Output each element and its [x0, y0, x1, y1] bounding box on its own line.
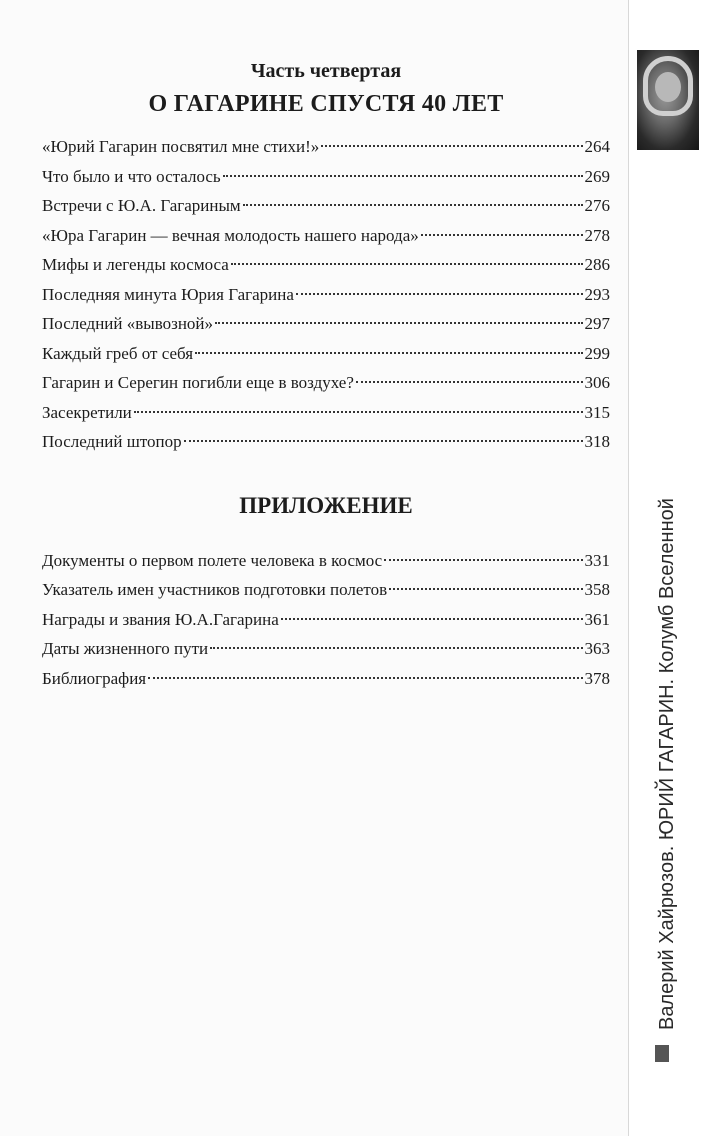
toc-entry-title: Последний «вывозной» [42, 314, 214, 333]
toc-entry [42, 546, 610, 576]
part-title: О ГАГАРИНЕ СПУСТЯ 40 ЛЕТ [148, 91, 504, 117]
toc-entry [42, 250, 610, 280]
toc-dot-leader [356, 381, 583, 383]
toc-dot-leader [389, 588, 582, 590]
toc-entry-title: Гагарин и Серегин погибли еще в воздухе? [42, 373, 354, 392]
toc-entry-page: 315 [584, 402, 610, 422]
toc-dot-leader [223, 175, 583, 177]
toc-entry [42, 309, 610, 339]
appendix-toc-list [42, 546, 610, 694]
toc-entry [42, 221, 610, 251]
toc-dot-leader [195, 352, 582, 354]
toc-entry-title: Мифы и легенды космоса [42, 255, 229, 274]
toc-dot-leader [321, 145, 582, 147]
toc-entry-page: 278 [584, 225, 610, 245]
toc-entry-page: 358 [584, 580, 610, 599]
toc-entry-page: 297 [584, 314, 610, 333]
book-spine [628, 0, 705, 1136]
toc-dot-leader [243, 204, 583, 206]
toc-dot-leader [281, 618, 583, 620]
toc-entry [42, 132, 610, 162]
toc-entry [42, 398, 610, 428]
part-toc-list [42, 132, 610, 457]
toc-entry-page: 264 [584, 137, 610, 156]
toc-entry [42, 634, 610, 664]
toc-entry-title: Последний штопор [42, 432, 182, 451]
toc-entry-page: 361 [584, 609, 610, 629]
spine-marker [655, 1045, 669, 1062]
toc-dot-leader [134, 411, 583, 413]
toc-entry-title: Документы о первом полете человека в космос [42, 550, 383, 570]
toc-dot-leader [296, 293, 583, 295]
toc-entry [42, 605, 610, 635]
part-label: Часть четвертая [250, 60, 402, 82]
toc-entry-title: Последняя минута Юрия Гагарина [42, 284, 294, 304]
toc-dot-leader [148, 677, 582, 679]
toc-entry-page: 276 [584, 196, 610, 215]
toc-entry [42, 368, 610, 398]
toc-entry [42, 575, 610, 605]
toc-entry-title: Даты жизненного пути [42, 639, 209, 658]
toc-entry-page: 299 [584, 343, 610, 363]
toc-entry-page: 286 [584, 255, 610, 274]
face-shape [655, 72, 681, 102]
toc-entry-title: «Юрий Гагарин посвятил мне стихи!» [42, 137, 320, 156]
table-of-contents [42, 52, 610, 693]
toc-dot-leader [231, 263, 583, 265]
toc-entry-page: 306 [584, 373, 610, 392]
toc-entry-title: Указатель имен участников подготовки полетов [42, 580, 388, 599]
appendix-title: ПРИЛОЖЕНИЕ [239, 492, 413, 518]
toc-dot-leader [421, 234, 583, 236]
toc-entry-page: 363 [584, 639, 610, 658]
toc-entry-title: Что было и что осталось [42, 166, 221, 186]
toc-entry-title: Каждый греб от себя [42, 343, 194, 363]
toc-entry-title: Библиография [42, 668, 147, 688]
toc-dot-leader [215, 322, 582, 324]
toc-entry-title: Засекретили [42, 402, 132, 422]
toc-entry [42, 162, 610, 192]
toc-entry-title: «Юра Гагарин — вечная молодость нашего народа» [42, 225, 419, 245]
spine-title: Валерий Хайрюзов. ЮРИЙ ГАГАРИН. Колумб Вселенной [656, 498, 678, 1030]
toc-entry [42, 664, 610, 694]
toc-entry-page: 269 [584, 166, 610, 186]
toc-entry-title: Встречи с Ю.А. Гагариным [42, 196, 241, 215]
toc-entry-title: Награды и звания Ю.А.Гагарина [42, 609, 279, 629]
toc-dot-leader [210, 647, 582, 649]
toc-entry [42, 280, 610, 310]
toc-entry-page: 293 [584, 284, 610, 304]
toc-entry [42, 339, 610, 369]
toc-dot-leader [184, 440, 583, 442]
toc-dot-leader [384, 559, 582, 561]
toc-entry [42, 191, 610, 221]
toc-entry-page: 318 [584, 432, 610, 451]
toc-entry-page: 378 [584, 668, 610, 688]
cosmonaut-portrait-image [637, 50, 699, 150]
toc-entry [42, 427, 610, 457]
toc-entry-page: 331 [584, 550, 610, 570]
